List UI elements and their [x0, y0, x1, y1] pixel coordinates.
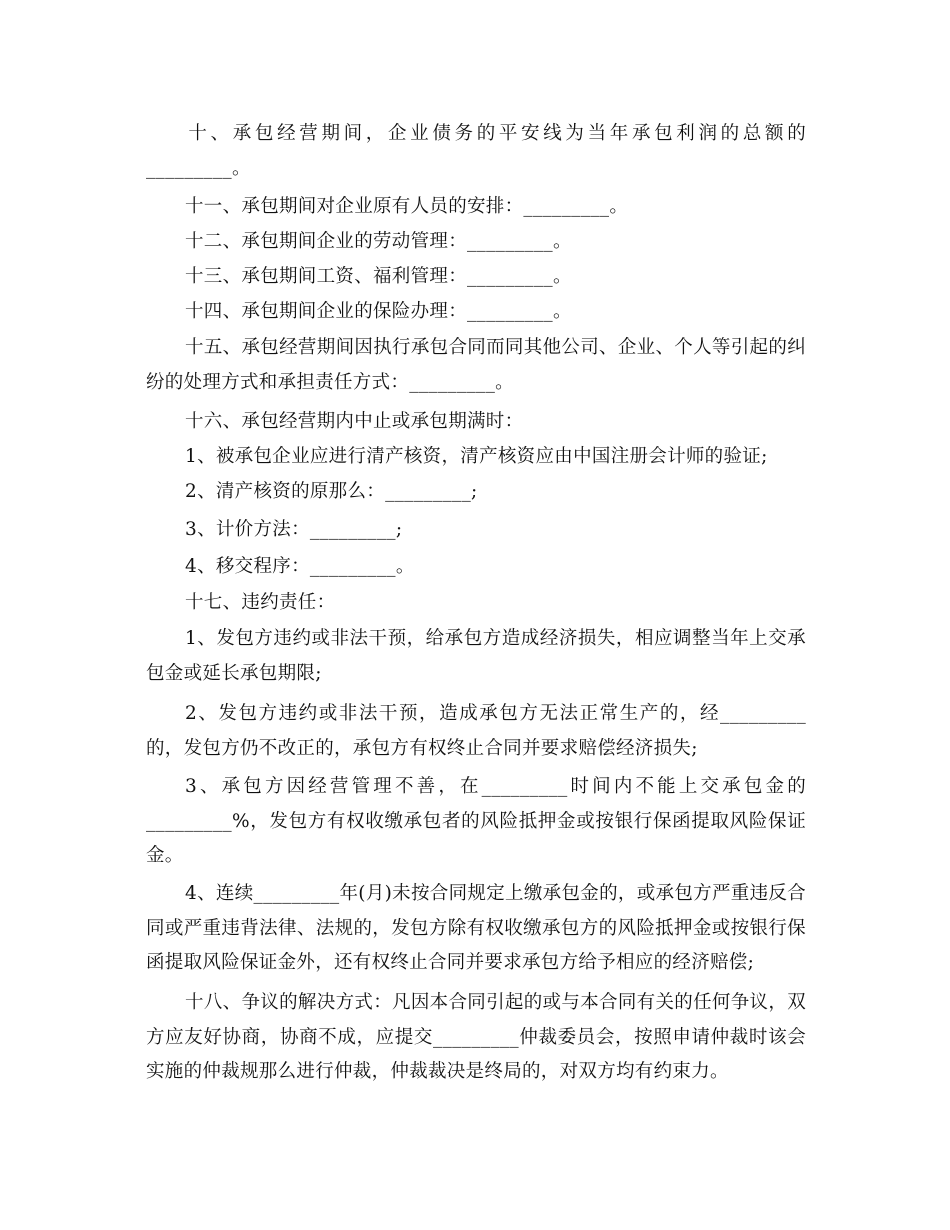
clause-11: 十一、承包期间对企业原有人员的安排：_________。 [185, 196, 629, 217]
clause-10: 十、承包经营期间，企业债务的平安线为当年承包利润的总额的_________。 [146, 123, 806, 179]
clause-17-item-2: 2、发包方违约或非法干预，造成承包方无法正常生产的，经_________的，发包方仍不改正的，承包方有权终止合同并要求赔偿经济损失; [146, 703, 806, 759]
clause-18: 十八、争议的解决方式：凡因本合同引起的或与本合同有关的任何争议，双方应友好协商，协商不成，应提交_________仲裁委员会，按照申请仲裁时该会实施的仲裁规那么进行仲裁，仲裁裁决是终局的，对双方均有约束力。 [146, 992, 806, 1083]
clause-15: 十五、承包经营期间因执行承包合同而同其他公司、企业、个人等引起的纠纷的处理方式和承担责任方式：_________。 [146, 337, 806, 393]
clause-16-item-2: 2、清产核资的原那么：_________; [185, 481, 478, 502]
clause-16: 十六、承包经营期内中止或承包期满时： [185, 411, 524, 432]
clause-17: 十七、违约责任： [185, 592, 336, 613]
clause-16-item-1: 1、被承包企业应进行清产核资，清产核资应由中国注册会计师的验证; [185, 446, 768, 467]
clause-16-item-3: 3、计价方法：_________; [185, 519, 403, 540]
clause-14: 十四、承包期间企业的保险办理：_________。 [185, 301, 572, 322]
clause-17-item-4: 4、连续_________年(月)未按合同规定上缴承包金的，或承包方严重违反合同或严重违背法律、法规的，发包方除有权收缴承包方的风险抵押金或按银行保函提取风险保证金外，还有权终止合同并要求承包方给予相应的经济赔偿; [146, 883, 806, 974]
clause-13: 十三、承包期间工资、福利管理：_________。 [185, 266, 572, 287]
clause-12: 十二、承包期间企业的劳动管理：_________。 [185, 231, 572, 252]
clause-17-item-1: 1、发包方违约或非法干预，给承包方造成经济损失，相应调整当年上交承包金或延长承包期限; [146, 628, 806, 684]
clause-16-item-4: 4、移交程序：_________。 [185, 556, 415, 577]
clause-17-item-3: 3、承包方因经营管理不善，在_________时间内不能上交承包金的_________%，发包方有权收缴承包者的风险抵押金或按银行保函提取风险保证金。 [146, 776, 806, 867]
